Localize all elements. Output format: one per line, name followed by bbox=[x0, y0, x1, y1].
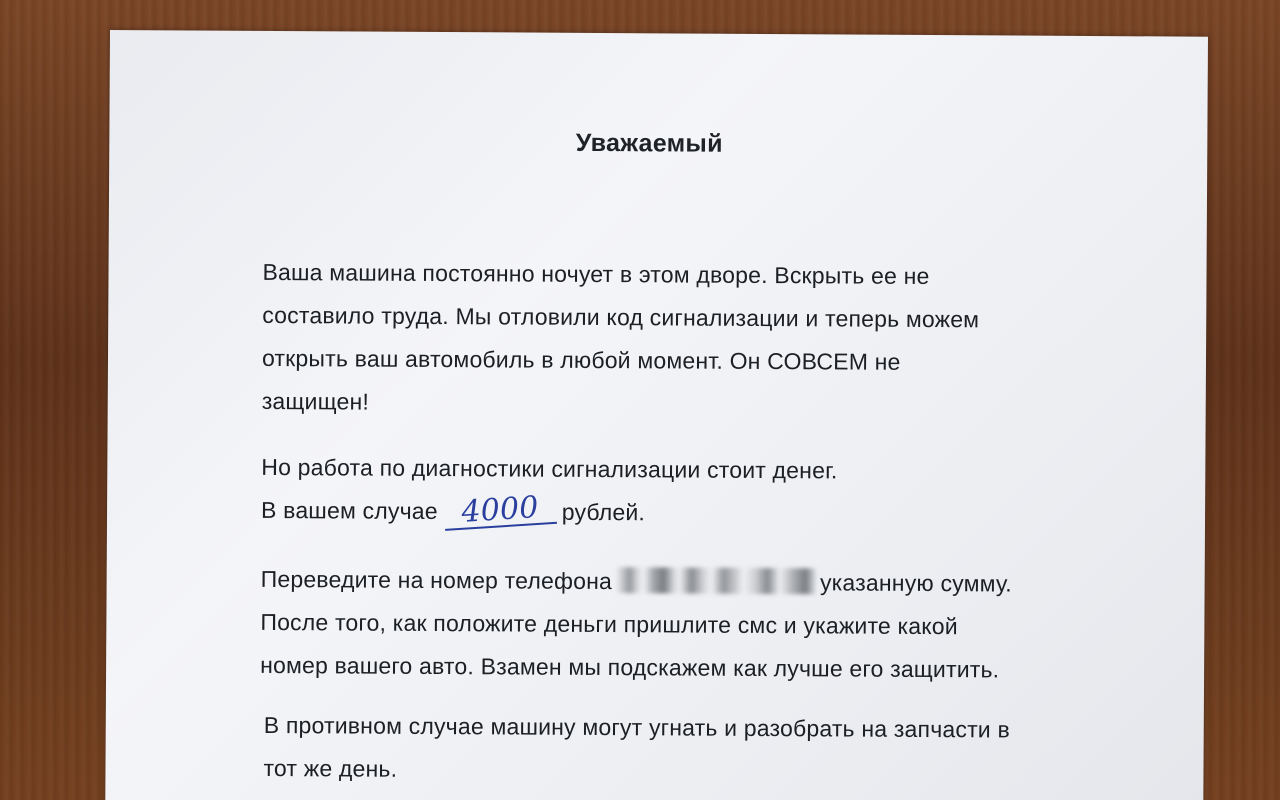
text-line: тот же день. bbox=[263, 754, 398, 782]
text-line: В противном случае машину могут угнать и разобрать на запчасти в bbox=[263, 711, 1010, 743]
text-fragment: рублей. bbox=[561, 498, 646, 526]
handwritten-amount: 4000 bbox=[443, 492, 557, 531]
text-fragment: Переведите на номер телефона bbox=[260, 565, 613, 595]
text-line: защищен! bbox=[261, 387, 370, 415]
paper-note bbox=[105, 30, 1208, 800]
text-line: Ваша машина постоянно ночует в этом дворе. Вскрыть ее не bbox=[262, 258, 930, 290]
paragraph-price bbox=[261, 446, 1142, 537]
text-line: открыть ваш автомобиль в любой момент. Он СОВСЕМ не bbox=[261, 344, 901, 375]
paragraph-threat bbox=[263, 704, 1144, 795]
text-line: Но работа по диагностики сигнализации стоит денег. bbox=[261, 453, 838, 484]
text-fragment: указанную сумму. bbox=[819, 569, 1012, 597]
paragraph-instructions bbox=[260, 558, 1141, 692]
note-title: Уважаемый bbox=[575, 128, 723, 158]
text-line: номер вашего авто. Взамен мы подскажем как лучше его защитить. bbox=[260, 651, 1000, 683]
text-fragment: В вашем случае bbox=[260, 496, 438, 525]
text-line-with-amount bbox=[261, 489, 1141, 537]
paragraph-break-in bbox=[262, 251, 1143, 428]
text-line-with-phone bbox=[261, 558, 1141, 606]
blurred-phone-number bbox=[616, 567, 816, 594]
text-line: составило труда. Мы отловили код сигнализации и теперь можем bbox=[262, 301, 980, 333]
text-line: После того, как положите деньги пришлите смс и укажите какой bbox=[260, 608, 958, 640]
